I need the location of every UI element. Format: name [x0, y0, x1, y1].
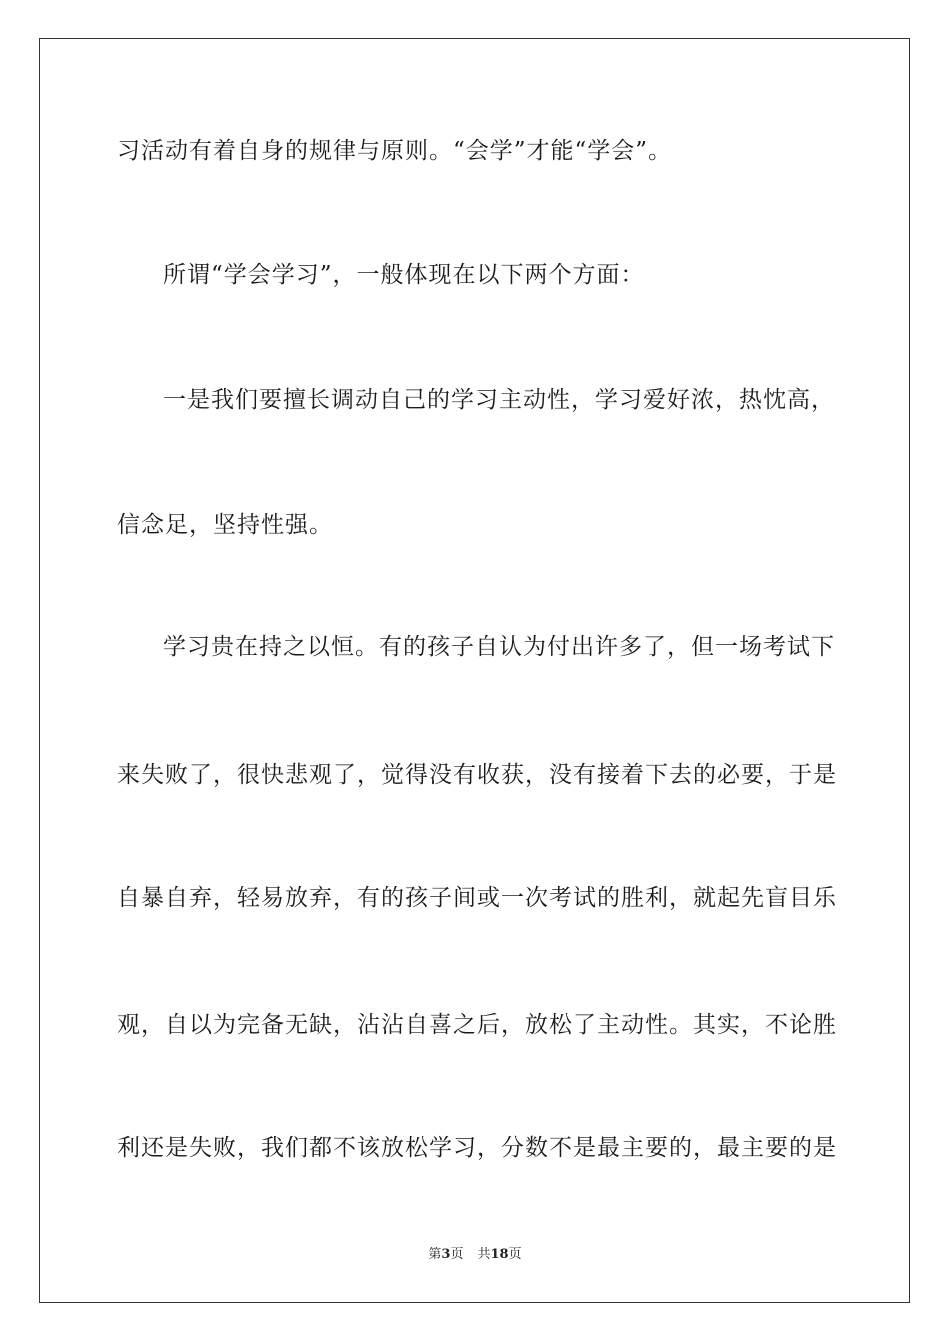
text-line-3: 一是我们要擅长调动自己的学习主动性，学习爱好浓，热忱高，: [163, 387, 835, 413]
footer-page-prefix: 第: [428, 1247, 442, 1262]
text-line-5: 学习贵在持之以恒。有的孩子自认为付出许多了，但一场考试下: [163, 634, 835, 660]
text-line-6: 来失败了，很快悲观了，觉得没有收获，没有接着下去的必要，于是: [117, 762, 837, 788]
text-line-1: 习活动有着自身的规律与原则。“会学”才能“学会”。: [117, 138, 673, 164]
text-line-9: 利还是失败，我们都不该放松学习，分数不是最主要的，最主要的是: [117, 1135, 837, 1161]
page-footer: [0, 1246, 950, 1264]
page-border: [39, 38, 910, 1303]
footer-page-suffix: 页: [450, 1247, 464, 1262]
text-line-4: 信念足，坚持性强。: [117, 512, 333, 538]
footer-total-suffix: 页: [508, 1247, 522, 1262]
footer-total-number: 18: [490, 1247, 509, 1262]
footer-page-number: 3: [441, 1247, 451, 1262]
footer-total-prefix: 共: [477, 1247, 491, 1262]
text-line-7: 自暴自弃，轻易放弃，有的孩子间或一次考试的胜利，就起先盲目乐: [117, 885, 837, 911]
text-line-2: 所谓“学会学习”，一般体现在以下两个方面：: [163, 262, 645, 288]
text-line-8: 观，自以为完备无缺，沾沾自喜之后，放松了主动性。其实，不论胜: [117, 1012, 837, 1038]
